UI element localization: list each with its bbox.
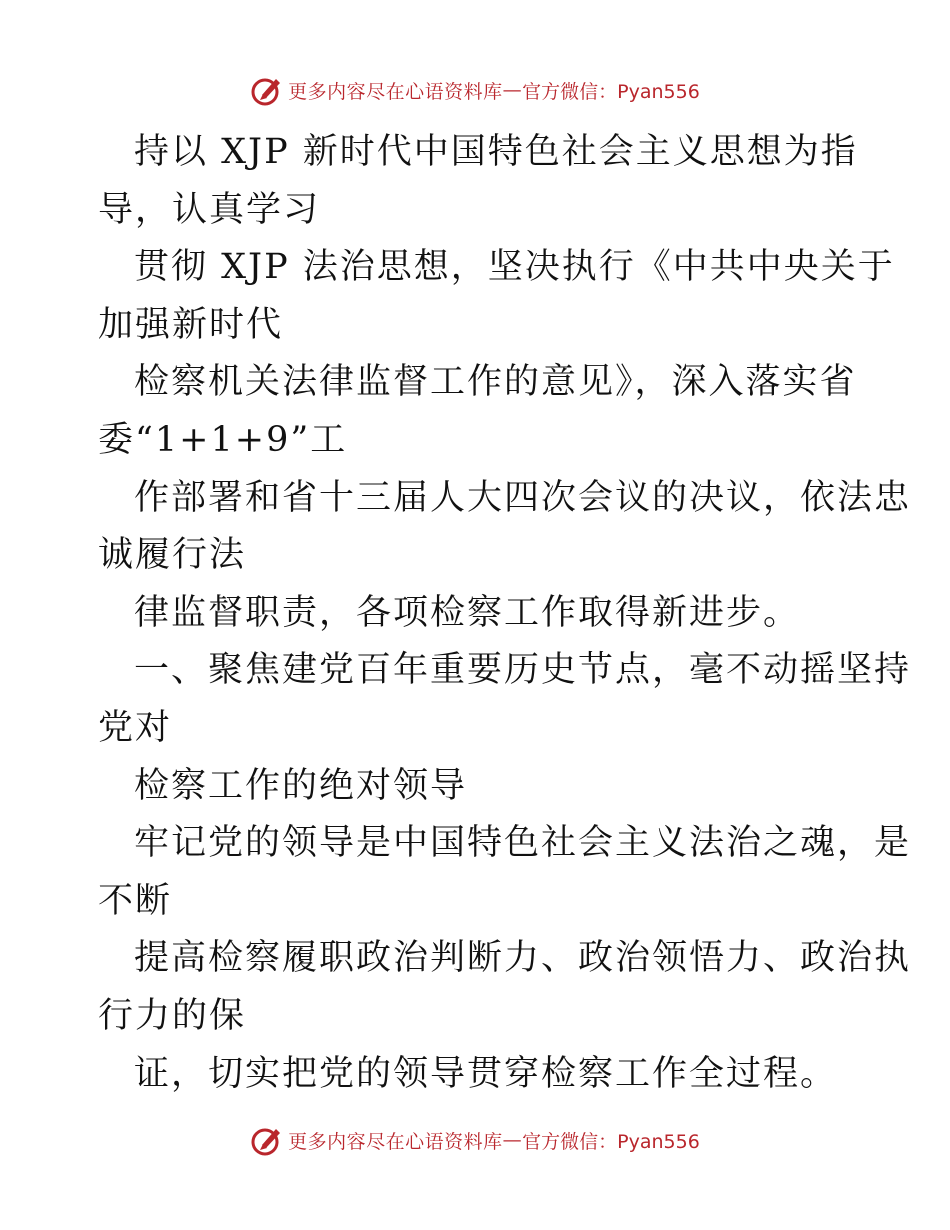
pen-nib-logo-icon bbox=[250, 73, 284, 107]
watermark-dash: — bbox=[502, 1129, 523, 1151]
header-watermark bbox=[0, 70, 950, 110]
footer-watermark bbox=[0, 1120, 950, 1160]
watermark-wechat-text: 官方微信：Pyan556 bbox=[522, 1130, 700, 1153]
text-line: 持以 XJP 新时代中国特色社会主义思想为指 bbox=[134, 132, 858, 172]
text-line: 行力的保 bbox=[98, 995, 247, 1036]
watermark-wechat-text: 官方微信：Pyan556 bbox=[522, 80, 700, 103]
section-heading-line: 一、聚焦建党百年重要历史节点，毫不动摇坚持 bbox=[134, 650, 912, 691]
text-line: 检察机关法律监督工作的意见》，深入落实省 bbox=[134, 362, 857, 403]
text-line: 委“1+1+9”工 bbox=[98, 419, 348, 460]
text-line: 加强新时代 bbox=[98, 304, 284, 345]
watermark-dash: — bbox=[502, 79, 523, 101]
text-line: 作部署和省十三届人大四次会议的决议，依法忠 bbox=[134, 477, 912, 518]
section-heading-line: 检察工作的绝对领导 bbox=[134, 765, 468, 806]
pen-nib-logo-icon bbox=[250, 1123, 284, 1157]
section-heading-line: 党对 bbox=[98, 707, 173, 748]
document-body bbox=[98, 124, 912, 1103]
text-line: 律监督职责，各项检察工作取得新进步。 bbox=[134, 592, 801, 633]
watermark-main-text: 更多内容尽在心语资料库 bbox=[288, 80, 503, 103]
text-line: 导，认真学习 bbox=[98, 189, 321, 230]
text-line: 牢记党的领导是中国特色社会主义法治之魂，是 bbox=[134, 823, 912, 864]
text-line: 证，切实把党的领导贯穿检察工作全过程。 bbox=[134, 1053, 838, 1094]
text-line: 诚履行法 bbox=[98, 535, 247, 576]
text-line: 贯彻 XJP 法治思想，坚决执行《中共中央关于 bbox=[134, 247, 895, 288]
watermark-main-text: 更多内容尽在心语资料库 bbox=[288, 1130, 503, 1153]
text-line: 提高检察履职政治判断力、政治领悟力、政治执 bbox=[134, 938, 912, 979]
text-line: 不断 bbox=[98, 880, 173, 921]
